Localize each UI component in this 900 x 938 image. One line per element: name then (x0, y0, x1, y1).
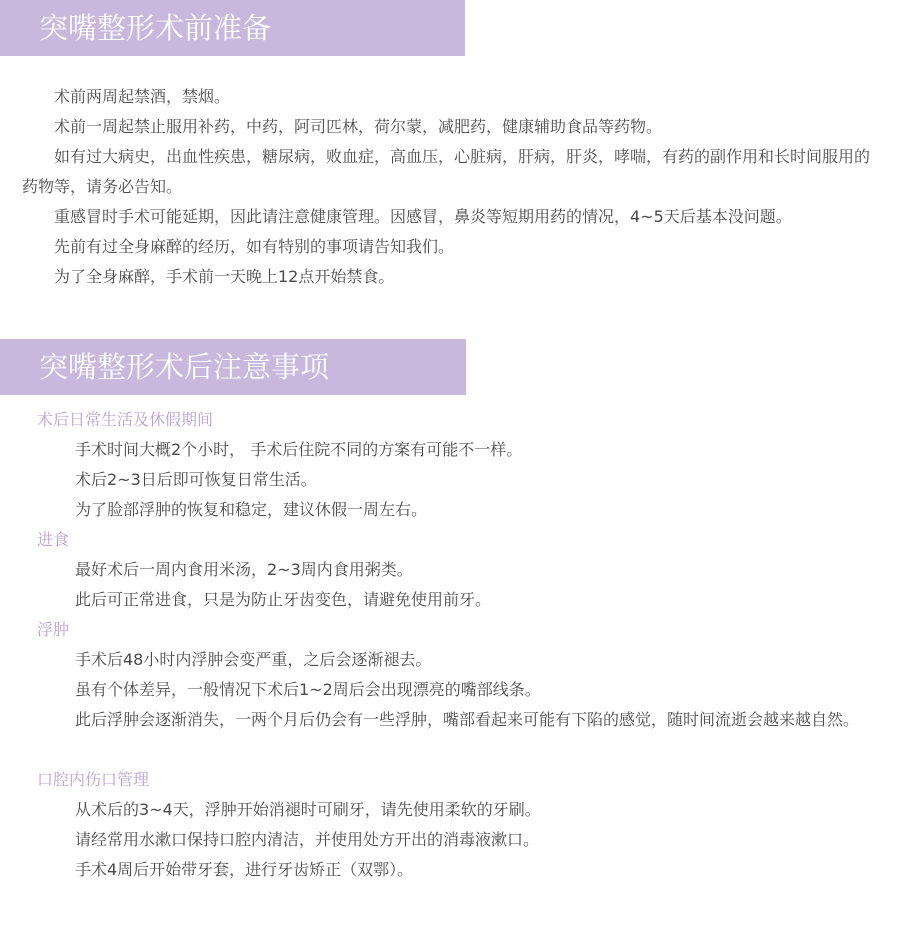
post-op-item: 最好术后一周内食用米汤，2~3周内食用粥类。 (75, 560, 413, 579)
pre-op-paragraph: 术前两周起禁酒，禁烟。 (54, 87, 231, 106)
post-op-item: 此后可正常进食，只是为防止牙齿变色，请避免使用前牙。 (75, 590, 492, 609)
pre-op-paragraph: 如有过大病史，出血性疾患，糖尿病，败血症，高血压，心脏病，肝病，肝炎，哮喘，有药的副作用和长时间服用的药物等，请务必告知。 (22, 147, 871, 196)
post-op-item: 为了脸部浮肿的恢复和稳定，建议休假一周左右。 (75, 500, 428, 519)
pre-op-paragraph: 为了全身麻醉，手术前一天晚上12点开始禁食。 (54, 267, 395, 286)
post-op-item: 虽有个体差异，一般情况下术后1~2周后会出现漂亮的嘴部线条。 (75, 680, 541, 699)
post-op-subheading-oral-wound-care: 口腔内伤口管理 (37, 770, 150, 789)
post-op-section-title: 突嘴整形术后注意事项 (0, 339, 466, 395)
post-op-item: 手术后48小时内浮肿会变严重，之后会逐渐褪去。 (75, 650, 432, 669)
post-op-subheading-swelling: 浮肿 (37, 620, 70, 639)
post-op-item: 手术4周后开始带牙套，进行牙齿矫正（双鄂）。 (75, 860, 414, 879)
post-op-item: 从术后的3~4天，浮肿开始消褪时可刷牙，请先使用柔软的牙刷。 (75, 800, 541, 819)
pre-op-paragraph: 重感冒时手术可能延期，因此请注意健康管理。因感冒，鼻炎等短期用药的情况，4~5天后基本没问题。 (54, 207, 792, 226)
pre-op-section-title: 突嘴整形术前准备 (0, 0, 465, 56)
post-op-item: 此后浮肿会逐渐消失，一两个月后仍会有一些浮肿，嘴部看起来可能有下陷的感觉，随时间流逝会越来越自然。 (75, 710, 860, 729)
post-op-subheading-diet: 进食 (37, 530, 70, 549)
post-op-item: 术后2~3日后即可恢复日常生活。 (75, 470, 317, 489)
pre-op-paragraph: 术前一周起禁止服用补药，中药，阿司匹林，荷尔蒙，减肥药，健康辅助食品等药物。 (54, 117, 663, 136)
post-op-item: 请经常用水漱口保持口腔内清洁，并使用处方开出的消毒液漱口。 (75, 830, 540, 849)
post-op-subheading-daily-life: 术后日常生活及休假期间 (37, 410, 214, 429)
pre-op-paragraph: 先前有过全身麻醉的经历，如有特别的事项请告知我们。 (54, 237, 455, 256)
post-op-item: 手术时间大概2个小时， 手术后住院不同的方案有可能不一样。 (75, 440, 523, 459)
